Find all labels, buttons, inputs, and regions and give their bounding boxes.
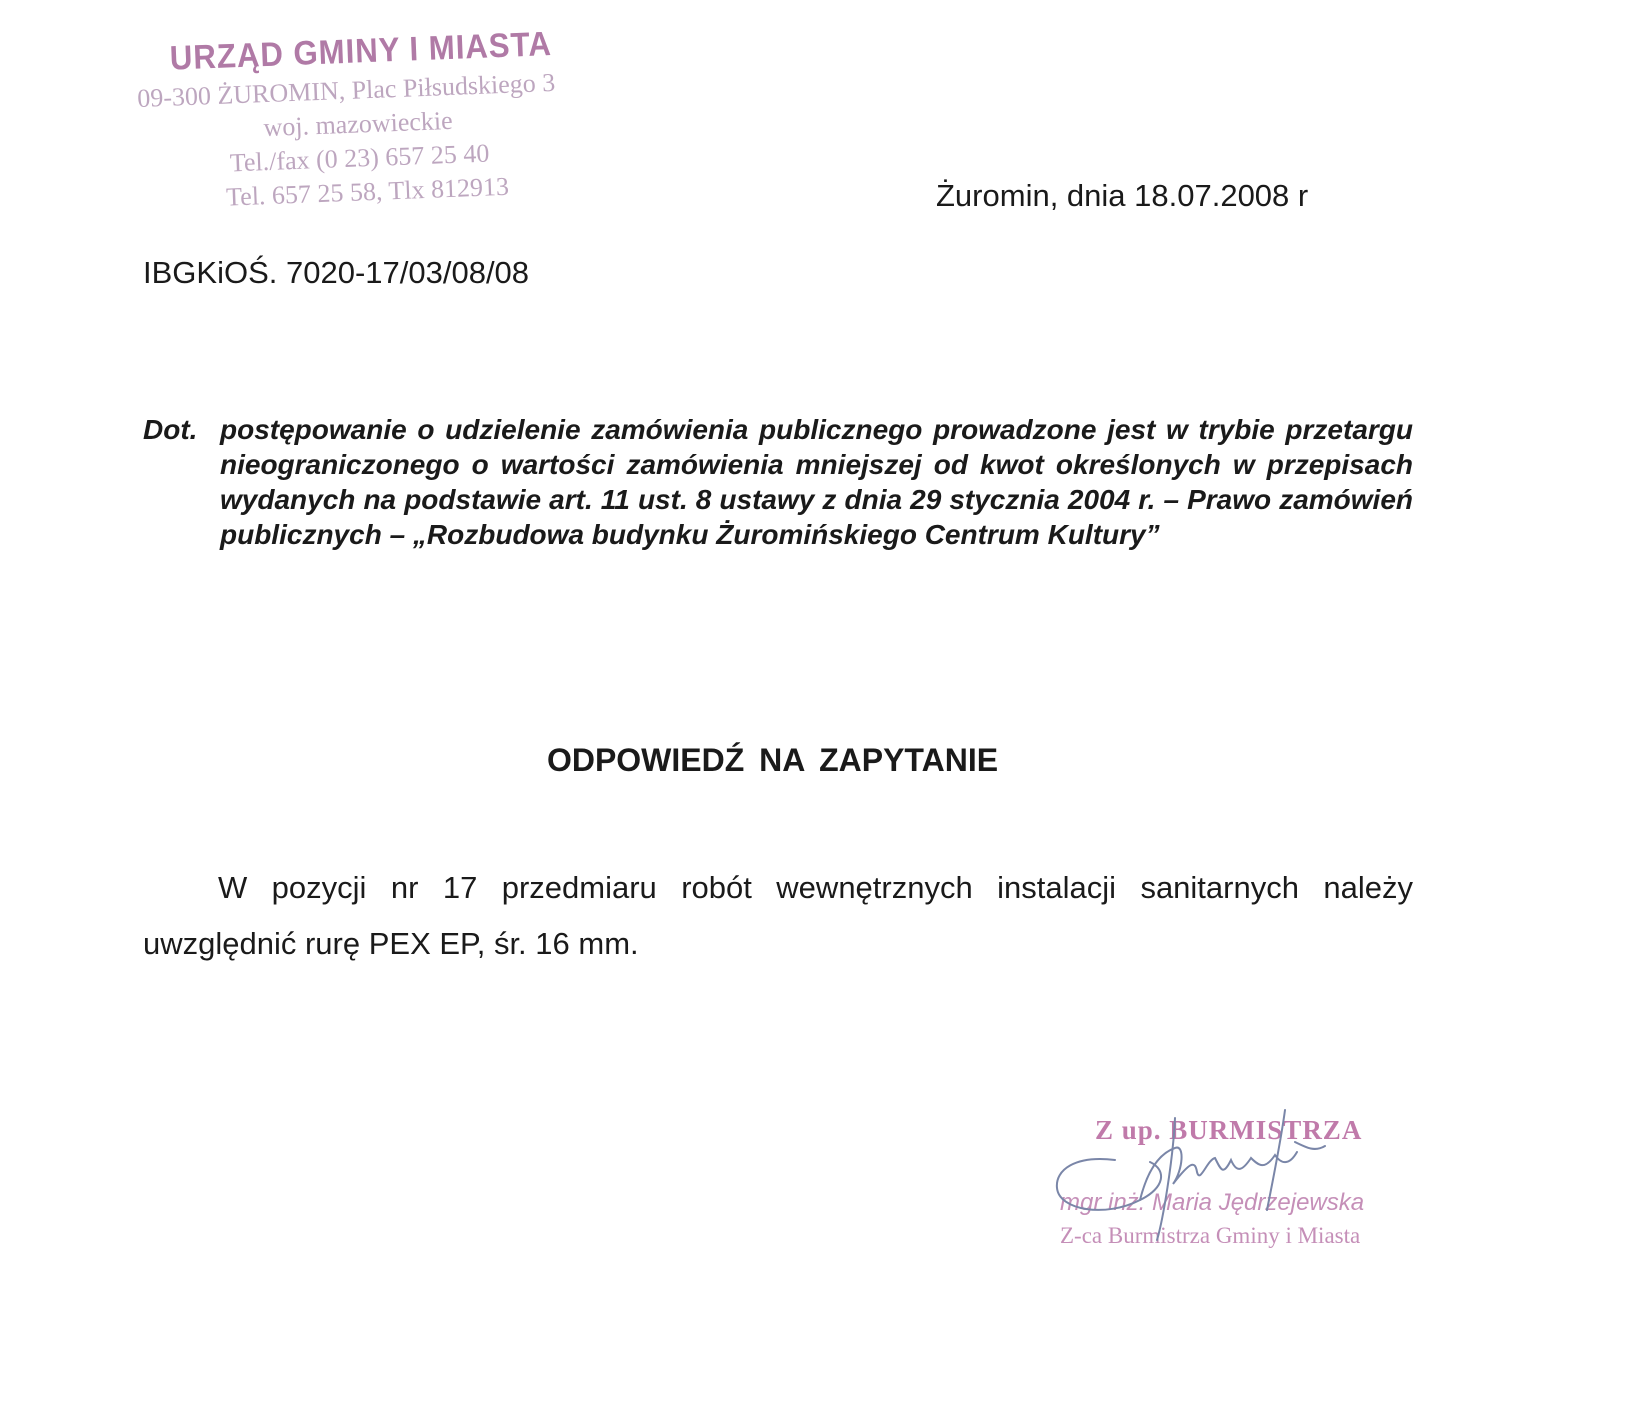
stamp-office-name: URZĄD GMINY I MIASTA [169, 25, 553, 78]
reference-number: IBGKiOŚ. 7020-17/03/08/08 [143, 255, 530, 290]
stamp-region: woj. mazowieckie [262, 105, 454, 143]
stamp-phone-telex: Tel. 657 25 58, Tlx 812913 [225, 171, 510, 212]
signature-stamp-title: Z up. BURMISTRZA [1095, 1115, 1363, 1145]
body-paragraph: W pozycji nr 17 przedmiaru robót wewnętrznych instalacji sanitarnych należy uwzględnić rurę PEX EP, śr. 16 mm. [143, 870, 1413, 961]
place-date: Żuromin, dnia 18.07.2008 r [936, 178, 1309, 213]
subject-text: postępowanie o udzielenie zamówienia publicznego prowadzone jest w trybie przetargu nieograniczonego o wartości zamówienia mniejszej od kwot określonych w przepisach wydanych na podstawie art. 11 ust. 8 ustawy z dnia 29 stycznia 2004 r. – Prawo zamówień publicznych – „Rozbudowa budynku Żuromińskiego Centrum Kultury” [220, 414, 1413, 550]
document-title: ODPOWIEDŹ NA ZAPYTANIE [546, 742, 999, 778]
office-stamp [135, 20, 612, 218]
subject-block [143, 412, 1413, 552]
stamp-phone-fax: Tel./fax (0 23) 657 25 40 [229, 138, 490, 178]
stamp-address: 09-300 ŻUROMIN, Plac Piłsudskiego 3 [136, 67, 556, 113]
signature-stamp-name: mgr inż. Maria Jędrzejewska [1060, 1189, 1365, 1216]
handwritten-signature [1045, 1100, 1375, 1250]
subject-prefix: Dot. [143, 414, 198, 445]
signature-stamp-role: Z-ca Burmistrza Gminy i Miasta [1060, 1223, 1361, 1248]
